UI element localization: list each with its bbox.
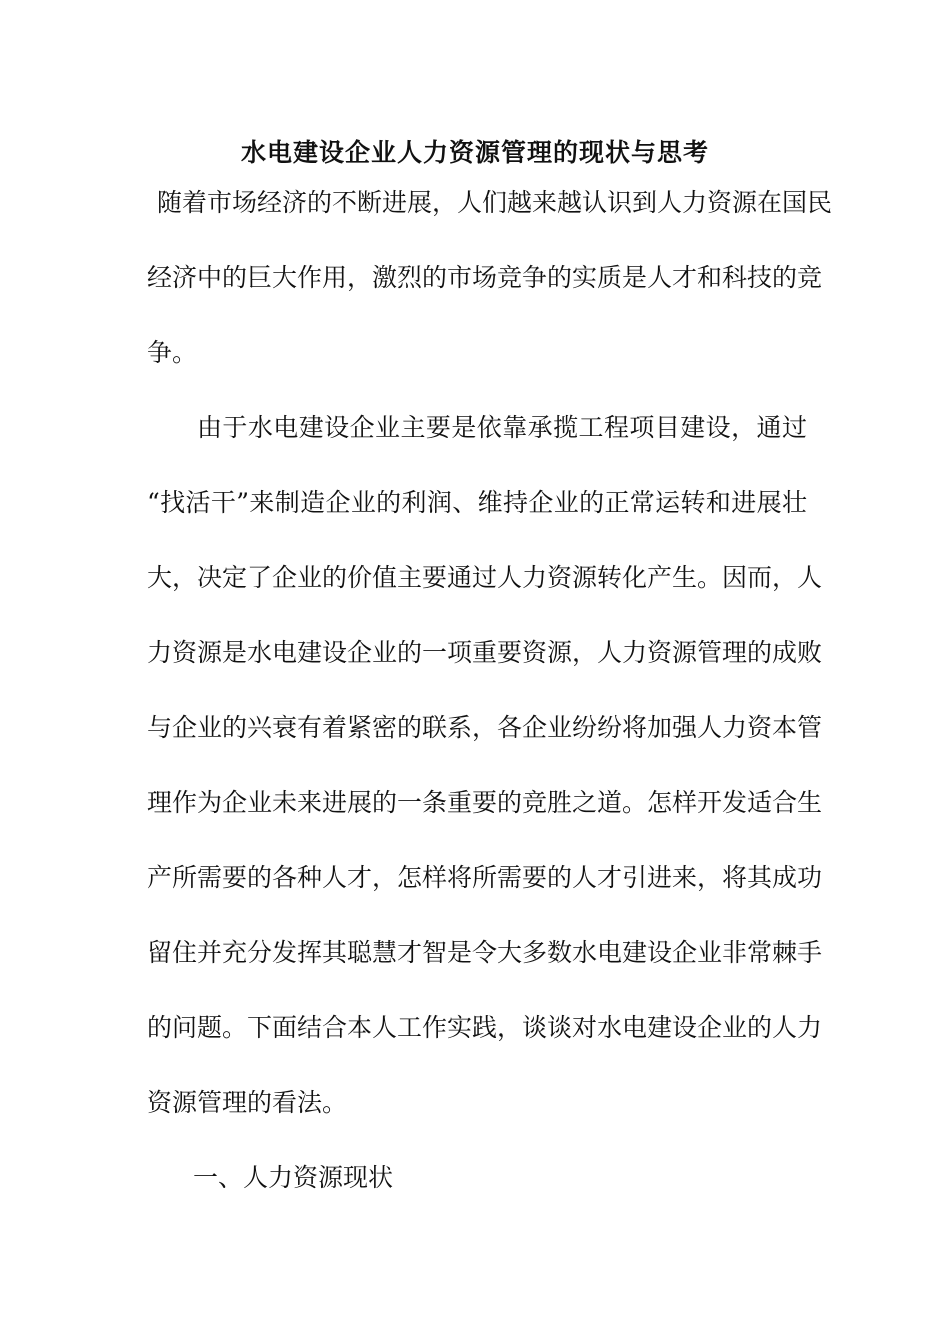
document-title: 水电建设企业人力资源管理的现状与思考: [240, 138, 709, 167]
paragraph-line: 争。: [147, 338, 198, 367]
paragraph-line: 资源管理的看法。: [147, 1088, 348, 1117]
section-heading: 一、人力资源现状: [193, 1163, 394, 1192]
paragraph-line: “找活干”来制造企业的利润、维持企业的正常运转和进展壮: [147, 488, 807, 517]
paragraph-line: 经济中的巨大作用，激烈的市场竞争的实质是人才和科技的竞: [147, 263, 823, 292]
paragraph-line: 留住并充分发挥其聪慧才智是令大多数水电建设企业非常棘手: [147, 938, 823, 967]
paragraph-line: 产所需要的各种人才，怎样将所需要的人才引进来，将其成功: [147, 863, 823, 892]
paragraph-line: 与企业的兴衰有着紧密的联系，各企业纷纷将加强人力资本管: [147, 713, 823, 742]
paragraph-line: 理作为企业未来进展的一条重要的竞胜之道。怎样开发适合生: [147, 788, 823, 817]
paragraph-line: 随着市场经济的不断进展，人们越来越认识到人力资源在国民: [157, 188, 833, 217]
paragraph-line: 由于水电建设企业主要是依靠承揽工程项目建设，通过: [197, 413, 807, 442]
paragraph-line: 大，决定了企业的价值主要通过人力资源转化产生。因而，人: [147, 563, 823, 592]
paragraph-line: 的问题。下面结合本人工作实践，谈谈对水电建设企业的人力: [147, 1013, 823, 1042]
paragraph-line: 力资源是水电建设企业的一项重要资源，人力资源管理的成败: [147, 638, 823, 667]
